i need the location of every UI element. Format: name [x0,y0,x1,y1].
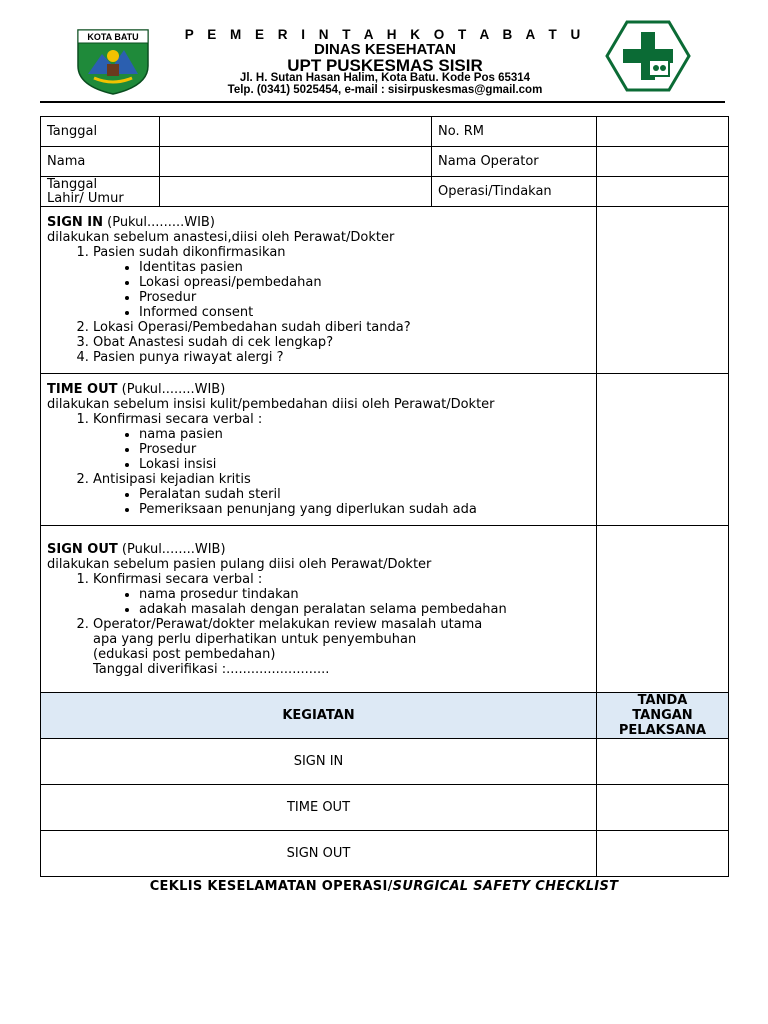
field-row-tanggal [41,117,729,147]
kegiatan-header: KEGIATAN [41,693,597,739]
agency-heading: DINAS KESEHATAN [314,41,456,58]
sign-in-time: (Pukul.........WIB) [103,215,215,230]
label-tanggal: Tanggal [41,117,160,147]
sign-in-bullet: • Lokasi opreasi/pembedahan [139,275,590,290]
time-out-check-cell[interactable] [597,374,729,526]
time-out-title: TIME OUT [47,382,118,397]
sign-in-item: 4. Pasien punya riwayat alergi ? [93,350,590,365]
sign-in-bullet: • Informed consent [139,305,590,320]
logo-left-text: KOTA BATU [87,32,139,42]
caption-italic: SURGICAL SAFETY CHECKLIST [392,879,619,894]
label-tanggal-lahir: Tanggal Lahir/ Umur [41,177,160,207]
time-out-bullet: • nama pasien [139,427,590,442]
kegiatan-sign-in: SIGN IN [41,739,597,785]
time-out-bullet: • Pemeriksaan penunjang yang diperlukan sudah ada [139,502,590,517]
label-no-rm: No. RM [432,117,597,147]
sign-out-check-cell[interactable] [597,526,729,693]
kegiatan-sign-out: SIGN OUT [41,831,597,877]
sign-out-desc: dilakukan sebelum pasien pulang diisi oleh Perawat/Dokter [47,556,432,572]
caption-normal: CEKLIS KESELAMATAN OPERASI/ [149,879,393,894]
sign-out-bullet: • adakah masalah dengan peralatan selama pembedahan [139,602,590,617]
sign-in-item: 2. Lokasi Operasi/Pembedahan sudah diberi tanda? [93,320,590,335]
time-out-bullet: • Peralatan sudah steril [139,487,590,502]
contact-line: Telp. (0341) 5025454, e-mail : sisirpuskesmas@gmail.com [227,84,543,96]
sign-out-title: SIGN OUT [47,541,118,557]
input-nama-operator[interactable] [597,147,729,177]
time-out-time: (Pukul........WIB) [117,382,226,397]
time-out-bullet: • Prosedur [139,442,590,457]
sign-in-content [41,207,597,374]
sign-in-title: SIGN IN [47,215,103,230]
field-row-nama [41,147,729,177]
letterhead-rule [40,101,725,103]
input-no-rm[interactable] [597,117,729,147]
sign-in-bullet: • Identitas pasien [139,260,590,275]
field-row-lahir [41,177,729,207]
kegiatan-row [41,831,729,877]
signature-time-out[interactable] [597,785,729,831]
checklist-table [40,116,729,877]
sign-out-section [41,526,729,693]
sign-out-content [41,526,597,693]
label-nama: Nama [41,147,160,177]
kegiatan-time-out: TIME OUT [41,785,597,831]
label-nama-operator: Nama Operator [432,147,597,177]
kegiatan-row [41,739,729,785]
input-operasi-tindakan[interactable] [597,177,729,207]
signature-sign-out[interactable] [597,831,729,877]
time-out-item: 2. Antisipasi kejadian kritis • Peralatan sudah steril • Pemeriksaan penunjang yang diperlukan sudah ada [93,472,590,517]
sign-out-bullet: • nama prosedur tindakan [139,587,590,602]
puskesmas-cross-logo-icon [605,20,691,92]
input-nama[interactable] [160,147,432,177]
input-tanggal-lahir[interactable] [160,177,432,207]
sign-in-desc: dilakukan sebelum anastesi,diisi oleh Perawat/Dokter [47,230,395,245]
time-out-content [41,374,597,526]
input-tanggal[interactable] [160,117,432,147]
time-out-item: 1. Konfirmasi secara verbal : • nama pasien • Prosedur • Lokasi insisi [93,412,590,472]
time-out-bullet: • Lokasi insisi [139,457,590,472]
kegiatan-row [41,785,729,831]
sign-in-check-cell[interactable] [597,207,729,374]
time-out-desc: dilakukan sebelum insisi kulit/pembedahan diisi oleh Perawat/Dokter [47,397,495,412]
kota-batu-crest-icon [74,26,152,96]
clinic-heading: UPT PUSKESMAS SISIR [287,56,483,75]
tanda-tangan-header: TANDA TANGAN PELAKSANA [597,693,729,739]
kegiatan-header-row [41,693,729,739]
gov-heading: P E M E R I N T A H K O T A B A T U [184,27,586,42]
label-operasi-tindakan: Operasi/Tindakan [432,177,597,207]
sign-out-time: (Pukul........WIB) [117,541,226,557]
letterhead [0,0,768,104]
sign-in-item: 3. Obat Anastesi sudah di cek lengkap? [93,335,590,350]
sign-in-item: 1. Pasien sudah dikonfirmasikan • Identitas pasien • Lokasi opreasi/pembedahan • Prosedur • Informed consent [93,245,590,320]
signature-sign-in[interactable] [597,739,729,785]
sign-out-item: 1. Konfirmasi secara verbal : • nama prosedur tindakan • adakah masalah dengan peralatan selama pembedahan [93,572,590,617]
sign-out-item: 2. Operator/Perawat/dokter melakukan review masalah utama apa yang perlu diperhatikan untuk penyembuhan (edukasi post pembedahan) Tanggal diverifikasi :......................... [93,617,590,677]
document-caption [40,879,728,894]
sign-in-bullet: • Prosedur [139,290,590,305]
time-out-section [41,374,729,526]
sign-in-section [41,207,729,374]
address-line: Jl. H. Sutan Hasan Halim, Kota Batu. Kode Pos 65314 [239,72,531,84]
